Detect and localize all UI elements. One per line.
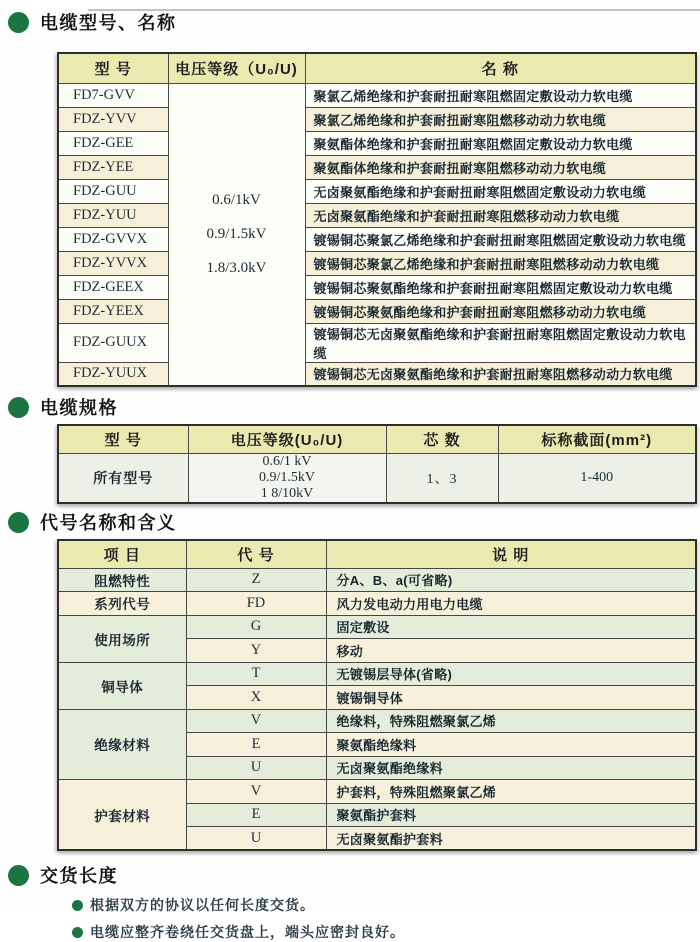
table-row xyxy=(58,615,696,639)
name-cell: 镀锡铜芯聚氨酯绝缘和护套耐扭耐寒阻燃固定敷设动力软电缆 xyxy=(305,275,696,299)
cores-cell: 1、3 xyxy=(386,453,498,503)
item-group-cell: 铜导体 xyxy=(58,662,186,709)
list-item xyxy=(72,922,700,942)
table-header-row xyxy=(58,425,696,453)
model-cell: FDZ-GEEX xyxy=(58,275,168,299)
model-cell: FDZ-GEE xyxy=(58,131,168,155)
table-header xyxy=(58,540,696,568)
green-bullet-icon xyxy=(72,927,83,938)
code-cell: V xyxy=(186,709,326,733)
desc-cell: 移动 xyxy=(326,639,696,663)
table-row xyxy=(58,662,696,686)
model-cell: FDZ-GVVX xyxy=(58,227,168,251)
name-cell: 聚氯乙烯绝缘和护套耐扭耐寒阻燃固定敷设动力软电缆 xyxy=(305,83,696,107)
model-cell: FDZ-GUU xyxy=(58,179,168,203)
table-row xyxy=(58,299,696,323)
item-group-cell: 阻燃特性 xyxy=(58,568,186,592)
table-header xyxy=(58,425,696,453)
col-header-voltage: 电压等级(U₀/U) xyxy=(188,425,386,453)
green-bullet-icon xyxy=(8,512,29,533)
code-cell: U xyxy=(186,827,326,851)
item-group-cell: 使用场所 xyxy=(58,615,186,662)
section-heading: 电缆型号、名称 xyxy=(40,13,177,33)
table-row xyxy=(58,131,696,155)
col-header-model: 型 号 xyxy=(58,53,168,83)
delivery-notes-list xyxy=(0,895,700,942)
table-row xyxy=(58,155,696,179)
model-cell: FD7-GVV xyxy=(58,83,168,107)
desc-cell: 风力发电动力用电力电缆 xyxy=(326,592,696,616)
section-heading: 代号名称和含义 xyxy=(40,513,177,533)
code-meanings-table xyxy=(57,539,697,851)
desc-cell: 无卤聚氨酯护套料 xyxy=(326,827,696,851)
model-cell: FDZ-YEEX xyxy=(58,299,168,323)
name-cell: 无卤聚氨酯绝缘和护套耐扭耐寒阻燃固定敷设动力软电缆 xyxy=(305,179,696,203)
table-header-row xyxy=(58,53,696,83)
name-cell: 聚氨酯体绝缘和护套耐扭耐寒阻燃固定敷设动力软电缆 xyxy=(305,131,696,155)
item-group-cell: 护套材料 xyxy=(58,780,186,851)
voltage-level: 1.8/3.0kV xyxy=(206,259,267,276)
section-title-code-meanings xyxy=(8,509,700,535)
table-row xyxy=(58,362,696,386)
code-cell: V xyxy=(186,780,326,804)
voltage-cell xyxy=(188,453,386,503)
model-cell: 所有型号 xyxy=(58,453,188,503)
table-row xyxy=(58,568,696,592)
table-row xyxy=(58,83,696,107)
model-cell: FDZ-YEE xyxy=(58,155,168,179)
voltage-level: 0.6/1kV xyxy=(212,191,261,208)
desc-cell: 无镀锡层导体(省略) xyxy=(326,662,696,686)
section-heading: 电缆规格 xyxy=(40,398,118,418)
table-row xyxy=(58,251,696,275)
table-row xyxy=(58,203,696,227)
desc-cell: 分A、B、a(可省略) xyxy=(326,568,696,592)
table-row xyxy=(58,780,696,804)
code-cell: E xyxy=(186,733,326,757)
col-header-name: 名 称 xyxy=(305,53,696,83)
code-cell: T xyxy=(186,662,326,686)
code-cell: U xyxy=(186,756,326,780)
model-cell: FDZ-YVVX xyxy=(58,251,168,275)
code-cell: Z xyxy=(186,568,326,592)
desc-cell: 固定敷设 xyxy=(326,615,696,639)
name-cell: 镀锡铜芯聚氯乙烯绝缘和护套耐扭耐寒阻燃固定敷设动力软电缆 xyxy=(305,227,696,251)
section-cell: 1-400 xyxy=(498,453,696,503)
name-cell: 聚氯乙烯绝缘和护套耐扭耐寒阻燃移动动力软电缆 xyxy=(305,107,696,131)
table-row xyxy=(58,227,696,251)
name-cell: 镀锡铜芯无卤聚氨酯绝缘和护套耐扭耐寒阻燃固定敷设动力软电缆 xyxy=(305,323,696,362)
col-header-code: 代 号 xyxy=(186,540,326,568)
col-header-voltage: 电压等级（U₀/U) xyxy=(168,53,305,83)
model-cell: FDZ-YVV xyxy=(58,107,168,131)
name-cell: 镀锡铜芯无卤聚氨酯绝缘和护套耐扭耐寒阻燃移动动力软电缆 xyxy=(305,362,696,386)
name-cell: 镀锡铜芯聚氯乙烯绝缘和护套耐扭耐寒阻燃移动动力软电缆 xyxy=(305,251,696,275)
delivery-note: 根据双方的协议以任何长度交货。 xyxy=(90,897,315,913)
desc-cell: 聚氨酯护套料 xyxy=(326,803,696,827)
green-bullet-icon xyxy=(8,865,29,886)
voltage-merged-cell xyxy=(168,83,305,386)
scan-artifact-line xyxy=(88,9,700,11)
code-cell: E xyxy=(186,803,326,827)
col-header-cores: 芯 数 xyxy=(386,425,498,453)
col-header-model: 型 号 xyxy=(58,425,188,453)
code-cell: FD xyxy=(186,592,326,616)
voltage-level: 0.9/1.5kV xyxy=(259,469,315,485)
code-cell: X xyxy=(186,686,326,710)
voltage-level: 0.9/1.5kV xyxy=(206,225,267,242)
name-cell: 聚氨酯体绝缘和护套耐扭耐寒阻燃移动动力软电缆 xyxy=(305,155,696,179)
table-row xyxy=(58,453,696,503)
name-cell: 镀锡铜芯聚氨酯绝缘和护套耐扭耐寒阻燃移动动力软电缆 xyxy=(305,299,696,323)
table-row xyxy=(58,323,696,362)
table-row xyxy=(58,179,696,203)
desc-cell: 无卤聚氨酯绝缘料 xyxy=(326,756,696,780)
item-group-cell: 绝缘材料 xyxy=(58,709,186,780)
model-cell: FDZ-YUUX xyxy=(58,362,168,386)
col-header-item: 项 目 xyxy=(58,540,186,568)
item-group-cell: 系列代号 xyxy=(58,592,186,616)
desc-cell: 绝缘料，特殊阻燃聚氯乙烯 xyxy=(326,709,696,733)
code-cell: Y xyxy=(186,639,326,663)
voltage-level: 1 8/10kV xyxy=(260,485,314,501)
name-cell: 无卤聚氨酯绝缘和护套耐扭耐寒阻燃移动动力软电缆 xyxy=(305,203,696,227)
desc-cell: 护套料，特殊阻燃聚氯乙烯 xyxy=(326,780,696,804)
desc-cell: 聚氨酯绝缘料 xyxy=(326,733,696,757)
table-row xyxy=(58,107,696,131)
section-title-cable-specs xyxy=(8,394,700,420)
model-cell: FDZ-YUU xyxy=(58,203,168,227)
catalog-page xyxy=(0,9,700,940)
section-title-delivery-length xyxy=(8,862,700,888)
model-cell: FDZ-GUUX xyxy=(58,323,168,362)
desc-cell: 镀锡铜导体 xyxy=(326,686,696,710)
list-item xyxy=(72,895,700,915)
cable-models-table xyxy=(57,52,697,387)
col-header-desc: 说 明 xyxy=(326,540,696,568)
table-header-row xyxy=(58,540,696,568)
col-header-section: 标称截面(mm²) xyxy=(498,425,696,453)
section-title-cable-models xyxy=(8,9,700,35)
green-bullet-icon xyxy=(8,397,29,418)
green-bullet-icon xyxy=(8,12,29,33)
table-row xyxy=(58,275,696,299)
section-heading: 交货长度 xyxy=(40,866,118,886)
table-row xyxy=(58,709,696,733)
voltage-level: 0.6/1 kV xyxy=(262,453,312,469)
green-bullet-icon xyxy=(72,900,83,911)
delivery-note: 电缆应整齐卷绕任交货盘上，端头应密封良好。 xyxy=(90,924,405,940)
table-header xyxy=(58,53,696,83)
code-cell: G xyxy=(186,615,326,639)
cable-specs-table xyxy=(57,424,697,504)
table-row xyxy=(58,592,696,616)
